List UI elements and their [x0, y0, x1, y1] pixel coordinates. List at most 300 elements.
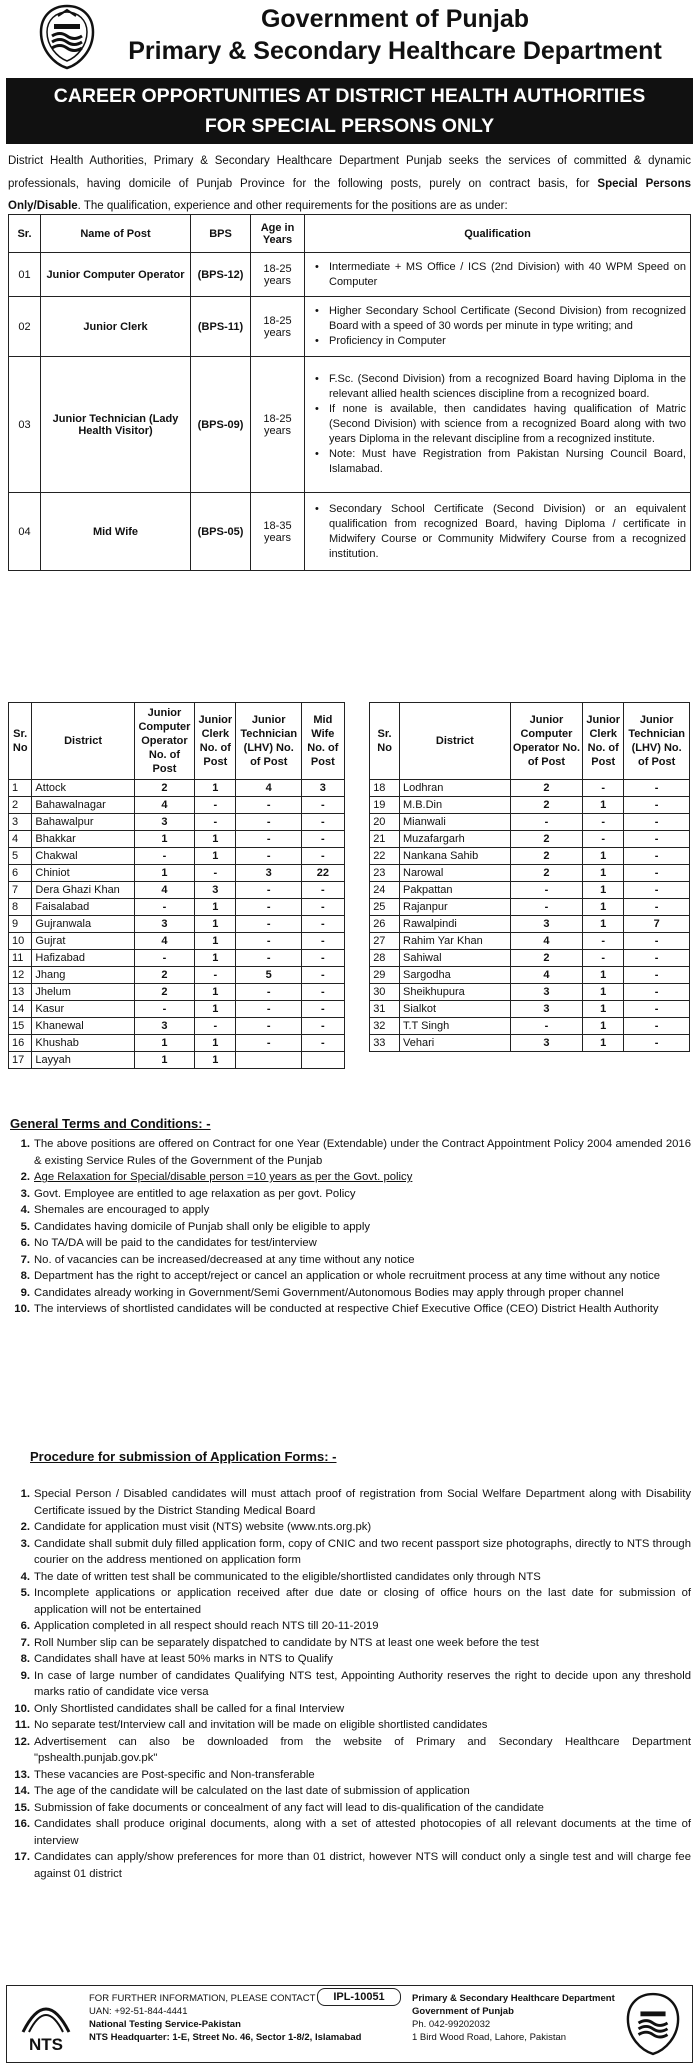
district-table-row: [9, 865, 690, 882]
posts-table: [8, 214, 691, 571]
item-text: Submission of fake documents or concealment of any fact will lead to dis-qualification of the candidate: [34, 1801, 544, 1814]
item-text: Candidates can apply/show preferences for more than 01 district, however NTS will conduct only a single test and will charge fee against 01 district: [34, 1851, 691, 1880]
item-number: 10.: [14, 1702, 30, 1715]
district-cell: 4: [9, 831, 32, 848]
district-cell: -: [195, 814, 236, 831]
intro-paragraph: [8, 150, 691, 218]
district-cell: -: [624, 848, 690, 865]
district-gap: [344, 814, 370, 831]
district-name: Bhakkar: [32, 831, 134, 848]
district-cell: -: [624, 899, 690, 916]
district-table-row: [9, 831, 690, 848]
punjab-emblem-footer-icon: [625, 1992, 681, 2056]
district-name: Rajanpur: [400, 899, 511, 916]
district-cell: -: [302, 1001, 345, 1018]
district-gap: [344, 1052, 370, 1069]
item-number: 4.: [20, 1570, 30, 1583]
district-name: Rahim Yar Khan: [400, 933, 511, 950]
district-table-row: [9, 933, 690, 950]
district-cell: 26: [370, 916, 400, 933]
intro-bold: Special Persons Only/Disable: [8, 177, 691, 212]
district-cell: 24: [370, 882, 400, 899]
item-number: 11.: [14, 1719, 30, 1731]
district-cell: 30: [370, 984, 400, 1001]
district-cell: -: [583, 831, 624, 848]
district-name: Layyah: [32, 1052, 134, 1069]
item-number: 3.: [20, 1187, 30, 1200]
district-cell: 21: [370, 831, 400, 848]
item-number: 17.: [14, 1851, 30, 1863]
district-name: Rawalpindi: [400, 916, 511, 933]
item-text: In case of large number of candidates Qualifying NTS test, Appointing Authority reserves the right to decide upon any threshold marks ratio of candidate vice versa: [34, 1669, 691, 1698]
district-cell: -: [510, 899, 582, 916]
list-item: [8, 1651, 691, 1668]
item-number: 1.: [20, 1488, 30, 1500]
district-gap: [344, 950, 370, 967]
post-name: Junior Technician (Lady Health Visitor): [41, 357, 191, 493]
district-cell: -: [236, 797, 302, 814]
list-item: [8, 1618, 691, 1635]
item-number: 1.: [20, 1138, 30, 1150]
list-item: [8, 1783, 691, 1800]
district-cell: -: [236, 1001, 302, 1018]
dh-left-mw: Mid Wife No. of Post: [302, 703, 345, 780]
list-item: [8, 1519, 691, 1536]
district-name: Attock: [32, 780, 134, 797]
district-cell: 1: [9, 780, 32, 797]
district-cell: 1: [134, 831, 195, 848]
item-text: Incomplete applications or application received after due date or closing of office hours on the last date for submission of application will not be entertained: [34, 1587, 691, 1616]
title-banner: [6, 78, 693, 144]
district-cell: 4: [134, 933, 195, 950]
district-gap: [344, 916, 370, 933]
district-cell: 2: [510, 848, 582, 865]
district-name: Chiniot: [32, 865, 134, 882]
list-item: [8, 1767, 691, 1784]
district-cell: 12: [9, 967, 32, 984]
posts-table-row: [9, 297, 691, 357]
footer: [6, 1985, 693, 2063]
district-cell: 1: [583, 1001, 624, 1018]
district-table-row: [9, 1018, 690, 1035]
item-text: Roll Number slip can be separately dispatched to candidate by NTS at least one week before the test: [34, 1636, 539, 1649]
list-item: [8, 1717, 691, 1734]
procedure-list: [8, 1486, 691, 1882]
district-cell: 19: [370, 797, 400, 814]
district-cell: 1: [583, 1018, 624, 1035]
district-cell: 4: [236, 780, 302, 797]
district-cell: 1: [195, 831, 236, 848]
district-name: Vehari: [400, 1035, 511, 1052]
list-item: [8, 1800, 691, 1817]
district-name: Chakwal: [32, 848, 134, 865]
post-sr: 04: [9, 493, 41, 571]
district-cell: -: [302, 984, 345, 1001]
district-table-row: [9, 882, 690, 899]
district-cell: 1: [195, 1052, 236, 1069]
item-number: 10.: [14, 1303, 30, 1315]
district-name: Narowal: [400, 865, 511, 882]
item-text: Application completed in all respect should reach NTS till 20-11-2019: [34, 1620, 379, 1632]
district-cell: 2: [9, 797, 32, 814]
posts-header-qualification: Qualification: [305, 215, 691, 253]
item-text: No TA/DA will be paid to the candidates for test/interview: [34, 1237, 317, 1249]
list-item: [8, 1202, 691, 1219]
item-number: 7.: [20, 1636, 30, 1649]
district-cell: -: [302, 933, 345, 950]
qualification-list: [309, 304, 686, 349]
qualification-item: • Higher Secondary School Certificate (Second Division) from recognized Board with a speed of 30 words per minute in type writing; and: [323, 304, 686, 334]
district-empty: [583, 1052, 624, 1069]
footer-uan: UAN: +92-51-844-4441: [89, 2006, 188, 2017]
district-cell: -: [302, 797, 345, 814]
district-cell: 3: [302, 780, 345, 797]
district-cell: 25: [370, 899, 400, 916]
district-cell: 31: [370, 1001, 400, 1018]
district-cell: 5: [236, 967, 302, 984]
dh-left-jco: Junior Computer Operator No. of Post: [134, 703, 195, 780]
district-cell: 2: [510, 831, 582, 848]
district-name: Lodhran: [400, 780, 511, 797]
list-item: [8, 1536, 691, 1569]
post-bps: (BPS-12): [191, 253, 251, 297]
item-text: The date of written test shall be communicated to the eligible/shortlisted candidates only through NTS: [34, 1570, 541, 1583]
intro-tail: . The qualification, experience and other requirements for the positions are as under:: [77, 200, 508, 212]
terms-list: [8, 1136, 691, 1318]
district-table-row: [9, 916, 690, 933]
district-cell: -: [236, 984, 302, 1001]
district-cell: 33: [370, 1035, 400, 1052]
post-qualification: [305, 357, 691, 493]
ipl-number-badge: IPL-10051: [317, 1988, 401, 2006]
district-cell: 23: [370, 865, 400, 882]
post-qualification: [305, 493, 691, 571]
post-age: 18-35 years: [251, 493, 305, 571]
district-cell: -: [624, 933, 690, 950]
district-cell: 8: [9, 899, 32, 916]
item-text: The age of the candidate will be calculated on the last date of submission of application: [34, 1785, 470, 1797]
district-cell: 3: [9, 814, 32, 831]
list-item: [8, 1219, 691, 1236]
district-cell: 29: [370, 967, 400, 984]
item-text: Special Person / Disabled candidates will must attach proof of registration from Social Welfare Department along with Disability Certificate issued by the District Standing Medical Board: [34, 1488, 691, 1517]
item-number: 5.: [20, 1220, 30, 1233]
district-name: Muzafargarh: [400, 831, 511, 848]
district-empty: [400, 1052, 511, 1069]
district-cell: 3: [236, 865, 302, 882]
district-table-row: [9, 899, 690, 916]
post-qualification: [305, 253, 691, 297]
district-cell: 4: [134, 882, 195, 899]
district-cell: -: [302, 814, 345, 831]
district-name: Jhang: [32, 967, 134, 984]
district-cell: -: [302, 1018, 345, 1035]
item-number: 5.: [20, 1587, 30, 1599]
district-table-row: [9, 1052, 690, 1069]
posts-header-bps: BPS: [191, 215, 251, 253]
item-number: 2.: [20, 1171, 30, 1183]
footer-department: [412, 1992, 615, 2044]
district-cell: -: [236, 882, 302, 899]
banner-line-1: CAREER OPPORTUNITIES AT DISTRICT HEALTH AUTHORITIES: [53, 85, 646, 107]
dh-left-district: District: [32, 703, 134, 780]
district-table-row: [9, 1035, 690, 1052]
post-bps: (BPS-09): [191, 357, 251, 493]
list-item: [8, 1486, 691, 1519]
district-cell: -: [195, 1018, 236, 1035]
district-gap: [344, 984, 370, 1001]
post-sr: 02: [9, 297, 41, 357]
district-cell: 28: [370, 950, 400, 967]
district-cell: 1: [134, 1052, 195, 1069]
district-cell: -: [302, 848, 345, 865]
district-cell: 3: [510, 1035, 582, 1052]
district-cell: -: [510, 882, 582, 899]
posts-header-sr: Sr.: [9, 215, 41, 253]
post-name: Mid Wife: [41, 493, 191, 571]
district-cell: 5: [9, 848, 32, 865]
district-cell: 1: [583, 916, 624, 933]
footer-dept2: Government of Punjab: [412, 2006, 514, 2017]
footer-dept1: Primary & Secondary Healthcare Department: [412, 1993, 615, 2004]
qualification-list: [309, 502, 686, 562]
item-number: 14.: [14, 1785, 30, 1797]
item-number: 4.: [20, 1204, 30, 1216]
posts-table-row: [9, 253, 691, 297]
district-cell: 1: [583, 1035, 624, 1052]
district-name: Gujrat: [32, 933, 134, 950]
district-table-row: [9, 780, 690, 797]
district-cell: -: [624, 814, 690, 831]
district-cell: 18: [370, 780, 400, 797]
district-cell: -: [583, 780, 624, 797]
district-gap: [344, 780, 370, 797]
list-item: [8, 1635, 691, 1652]
district-cell: 1: [583, 882, 624, 899]
item-text: These vacancies are Post-specific and Non-transferable: [34, 1768, 315, 1781]
item-number: 6.: [20, 1237, 30, 1249]
qualification-item: • Note: Must have Registration from Pakistan Nursing Council Board, Islamabad.: [323, 447, 686, 477]
post-qualification: [305, 297, 691, 357]
district-cell: 9: [9, 916, 32, 933]
qualification-item: • Intermediate + MS Office / ICS (2nd Division) with 40 WPM Speed on Computer: [323, 260, 686, 290]
item-text: Candidates shall produce original documents, along with a set of attested photocopies of all relevant documents at the time of interview: [34, 1818, 691, 1847]
district-cell: -: [302, 882, 345, 899]
item-text: Candidates already working in Government/Semi Government/Autonomous Bodies may apply through proper channel: [34, 1286, 624, 1299]
district-cell: 16: [9, 1035, 32, 1052]
district-cell: -: [583, 814, 624, 831]
post-age: 18-25 years: [251, 253, 305, 297]
list-item: [8, 1285, 691, 1302]
district-cell: 22: [370, 848, 400, 865]
district-cell: -: [302, 950, 345, 967]
dh-right-district: District: [400, 703, 511, 780]
list-item: [8, 1268, 691, 1285]
district-table-row: [9, 848, 690, 865]
district-cell: -: [134, 950, 195, 967]
district-cell: 1: [195, 933, 236, 950]
district-cell: 2: [134, 967, 195, 984]
district-cell: -: [302, 899, 345, 916]
district-gap: [344, 933, 370, 950]
district-name: Mianwali: [400, 814, 511, 831]
district-cell: 4: [510, 933, 582, 950]
district-cell: 2: [510, 797, 582, 814]
dh-left-jt: Junior Technician (LHV) No. of Post: [236, 703, 302, 780]
post-bps: (BPS-11): [191, 297, 251, 357]
district-cell: 1: [583, 899, 624, 916]
district-name: Sargodha: [400, 967, 511, 984]
posts-table-header: [9, 215, 691, 253]
district-name: Sahiwal: [400, 950, 511, 967]
district-name: Gujranwala: [32, 916, 134, 933]
item-number: 3.: [20, 1537, 30, 1550]
district-cell: 1: [583, 984, 624, 1001]
district-cell: 11: [9, 950, 32, 967]
district-cell: 1: [583, 797, 624, 814]
district-table-row: [9, 984, 690, 1001]
district-cell: -: [624, 984, 690, 1001]
district-cell: 1: [195, 1035, 236, 1052]
punjab-emblem-icon: [38, 4, 96, 70]
district-cell: 15: [9, 1018, 32, 1035]
district-cell: 7: [624, 916, 690, 933]
district-cell: -: [195, 797, 236, 814]
district-cell: -: [236, 899, 302, 916]
banner-line-2: FOR SPECIAL PERSONS ONLY: [204, 115, 495, 137]
qualification-list: [309, 260, 686, 290]
district-name: Bahawalpur: [32, 814, 134, 831]
item-text: Age Relaxation for Special/disable person =10 years as per the Govt. policy: [34, 1171, 413, 1183]
district-name: Hafizabad: [32, 950, 134, 967]
post-age: 18-25 years: [251, 357, 305, 493]
item-number: 6.: [20, 1620, 30, 1632]
item-number: 9.: [20, 1669, 30, 1682]
district-cell: 1: [195, 1001, 236, 1018]
district-cell: -: [624, 950, 690, 967]
item-number: 12.: [14, 1735, 30, 1748]
district-cell: 3: [510, 916, 582, 933]
district-name: M.B.Din: [400, 797, 511, 814]
post-bps: (BPS-05): [191, 493, 251, 571]
district-cell: -: [624, 967, 690, 984]
district-cell: -: [624, 780, 690, 797]
list-item: [8, 1668, 691, 1701]
post-sr: 03: [9, 357, 41, 493]
item-text: Only Shortlisted candidates shall be called for a final Interview: [34, 1702, 345, 1715]
district-cell: 13: [9, 984, 32, 1001]
list-item: [8, 1585, 691, 1618]
district-cell: -: [134, 848, 195, 865]
district-cell: 2: [134, 780, 195, 797]
district-cell: 1: [195, 916, 236, 933]
district-cell: -: [236, 814, 302, 831]
district-cell: -: [236, 950, 302, 967]
district-cell: -: [624, 797, 690, 814]
district-name: Sialkot: [400, 1001, 511, 1018]
district-cell: -: [624, 865, 690, 882]
district-cell: -: [302, 967, 345, 984]
district-cell: -: [624, 882, 690, 899]
posts-header-age: Age in Years: [251, 215, 305, 253]
district-gap: [344, 882, 370, 899]
district-cell: 10: [9, 933, 32, 950]
district-cell: 3: [195, 882, 236, 899]
district-cell: 6: [9, 865, 32, 882]
district-cell: -: [195, 967, 236, 984]
district-cell: [236, 1052, 302, 1069]
district-name: Pakpattan: [400, 882, 511, 899]
footer-nts-name: National Testing Service-Pakistan: [89, 2019, 241, 2030]
district-cell: 17: [9, 1052, 32, 1069]
item-text: The interviews of shortlisted candidates will be conducted at respective Chief Executive Office (CEO) District Health Authority: [34, 1303, 659, 1315]
item-number: 16.: [14, 1818, 30, 1830]
district-cell: [302, 1052, 345, 1069]
list-item: [8, 1169, 691, 1186]
footer-contact-label: FOR FURTHER INFORMATION, PLEASE CONTACT: [89, 1993, 316, 2004]
item-number: 2.: [20, 1521, 30, 1533]
district-gap: [344, 1035, 370, 1052]
district-cell: 3: [134, 1018, 195, 1035]
list-item: [8, 1569, 691, 1586]
district-cell: -: [236, 916, 302, 933]
district-cell: 7: [9, 882, 32, 899]
list-item: [8, 1186, 691, 1203]
district-cell: 1: [195, 950, 236, 967]
district-cell: 4: [510, 967, 582, 984]
district-cell: -: [195, 865, 236, 882]
list-item: [8, 1734, 691, 1767]
list-item: [8, 1701, 691, 1718]
district-empty: [624, 1052, 690, 1069]
district-cell: -: [236, 848, 302, 865]
district-cell: 1: [195, 899, 236, 916]
district-cell: 32: [370, 1018, 400, 1035]
item-number: 9.: [20, 1286, 30, 1299]
district-cell: -: [302, 1035, 345, 1052]
district-name: Jhelum: [32, 984, 134, 1001]
district-cell: 1: [195, 848, 236, 865]
district-cell: 22: [302, 865, 345, 882]
item-text: No. of vacancies can be increased/decreased at any time without any notice: [34, 1253, 415, 1266]
item-text: Candidate for application must visit (NTS) website (www.nts.org.pk): [34, 1521, 372, 1533]
district-cell: -: [510, 1018, 582, 1035]
procedure-title: Procedure for submission of Application Forms: -: [30, 1449, 337, 1464]
item-number: 13.: [14, 1768, 30, 1781]
list-item: [8, 1252, 691, 1269]
district-cell: -: [302, 831, 345, 848]
qualification-list: [309, 372, 686, 477]
district-cell: 20: [370, 814, 400, 831]
posts-header-name: Name of Post: [41, 215, 191, 253]
district-name: T.T Singh: [400, 1018, 511, 1035]
district-table-row: [9, 814, 690, 831]
district-cell: 1: [195, 780, 236, 797]
qualification-item: • F.Sc. (Second Division) from a recognized Board having Diploma in the relevant allied health sciences discipline from a recognized board.: [323, 372, 686, 402]
district-cell: -: [134, 899, 195, 916]
district-name: Khushab: [32, 1035, 134, 1052]
post-name: Junior Clerk: [41, 297, 191, 357]
footer-nts-hq: NTS Headquarter: 1-E, Street No. 46, Sector 1-8/2, Islamabad: [89, 2032, 362, 2043]
district-gap: [344, 899, 370, 916]
dh-gap: [344, 703, 370, 780]
dh-left-sr: Sr. No: [9, 703, 32, 780]
post-age: 18-25 years: [251, 297, 305, 357]
qualification-item: • If none is available, then candidates having qualification of Matric (Second Division) with science from a recognized Board along with two years Diploma in the relevant discipline from a recognized institute.: [323, 402, 686, 447]
district-cell: -: [624, 1018, 690, 1035]
district-cell: -: [624, 831, 690, 848]
footer-address: 1 Bird Wood Road, Lahore, Pakistan: [412, 2032, 567, 2043]
